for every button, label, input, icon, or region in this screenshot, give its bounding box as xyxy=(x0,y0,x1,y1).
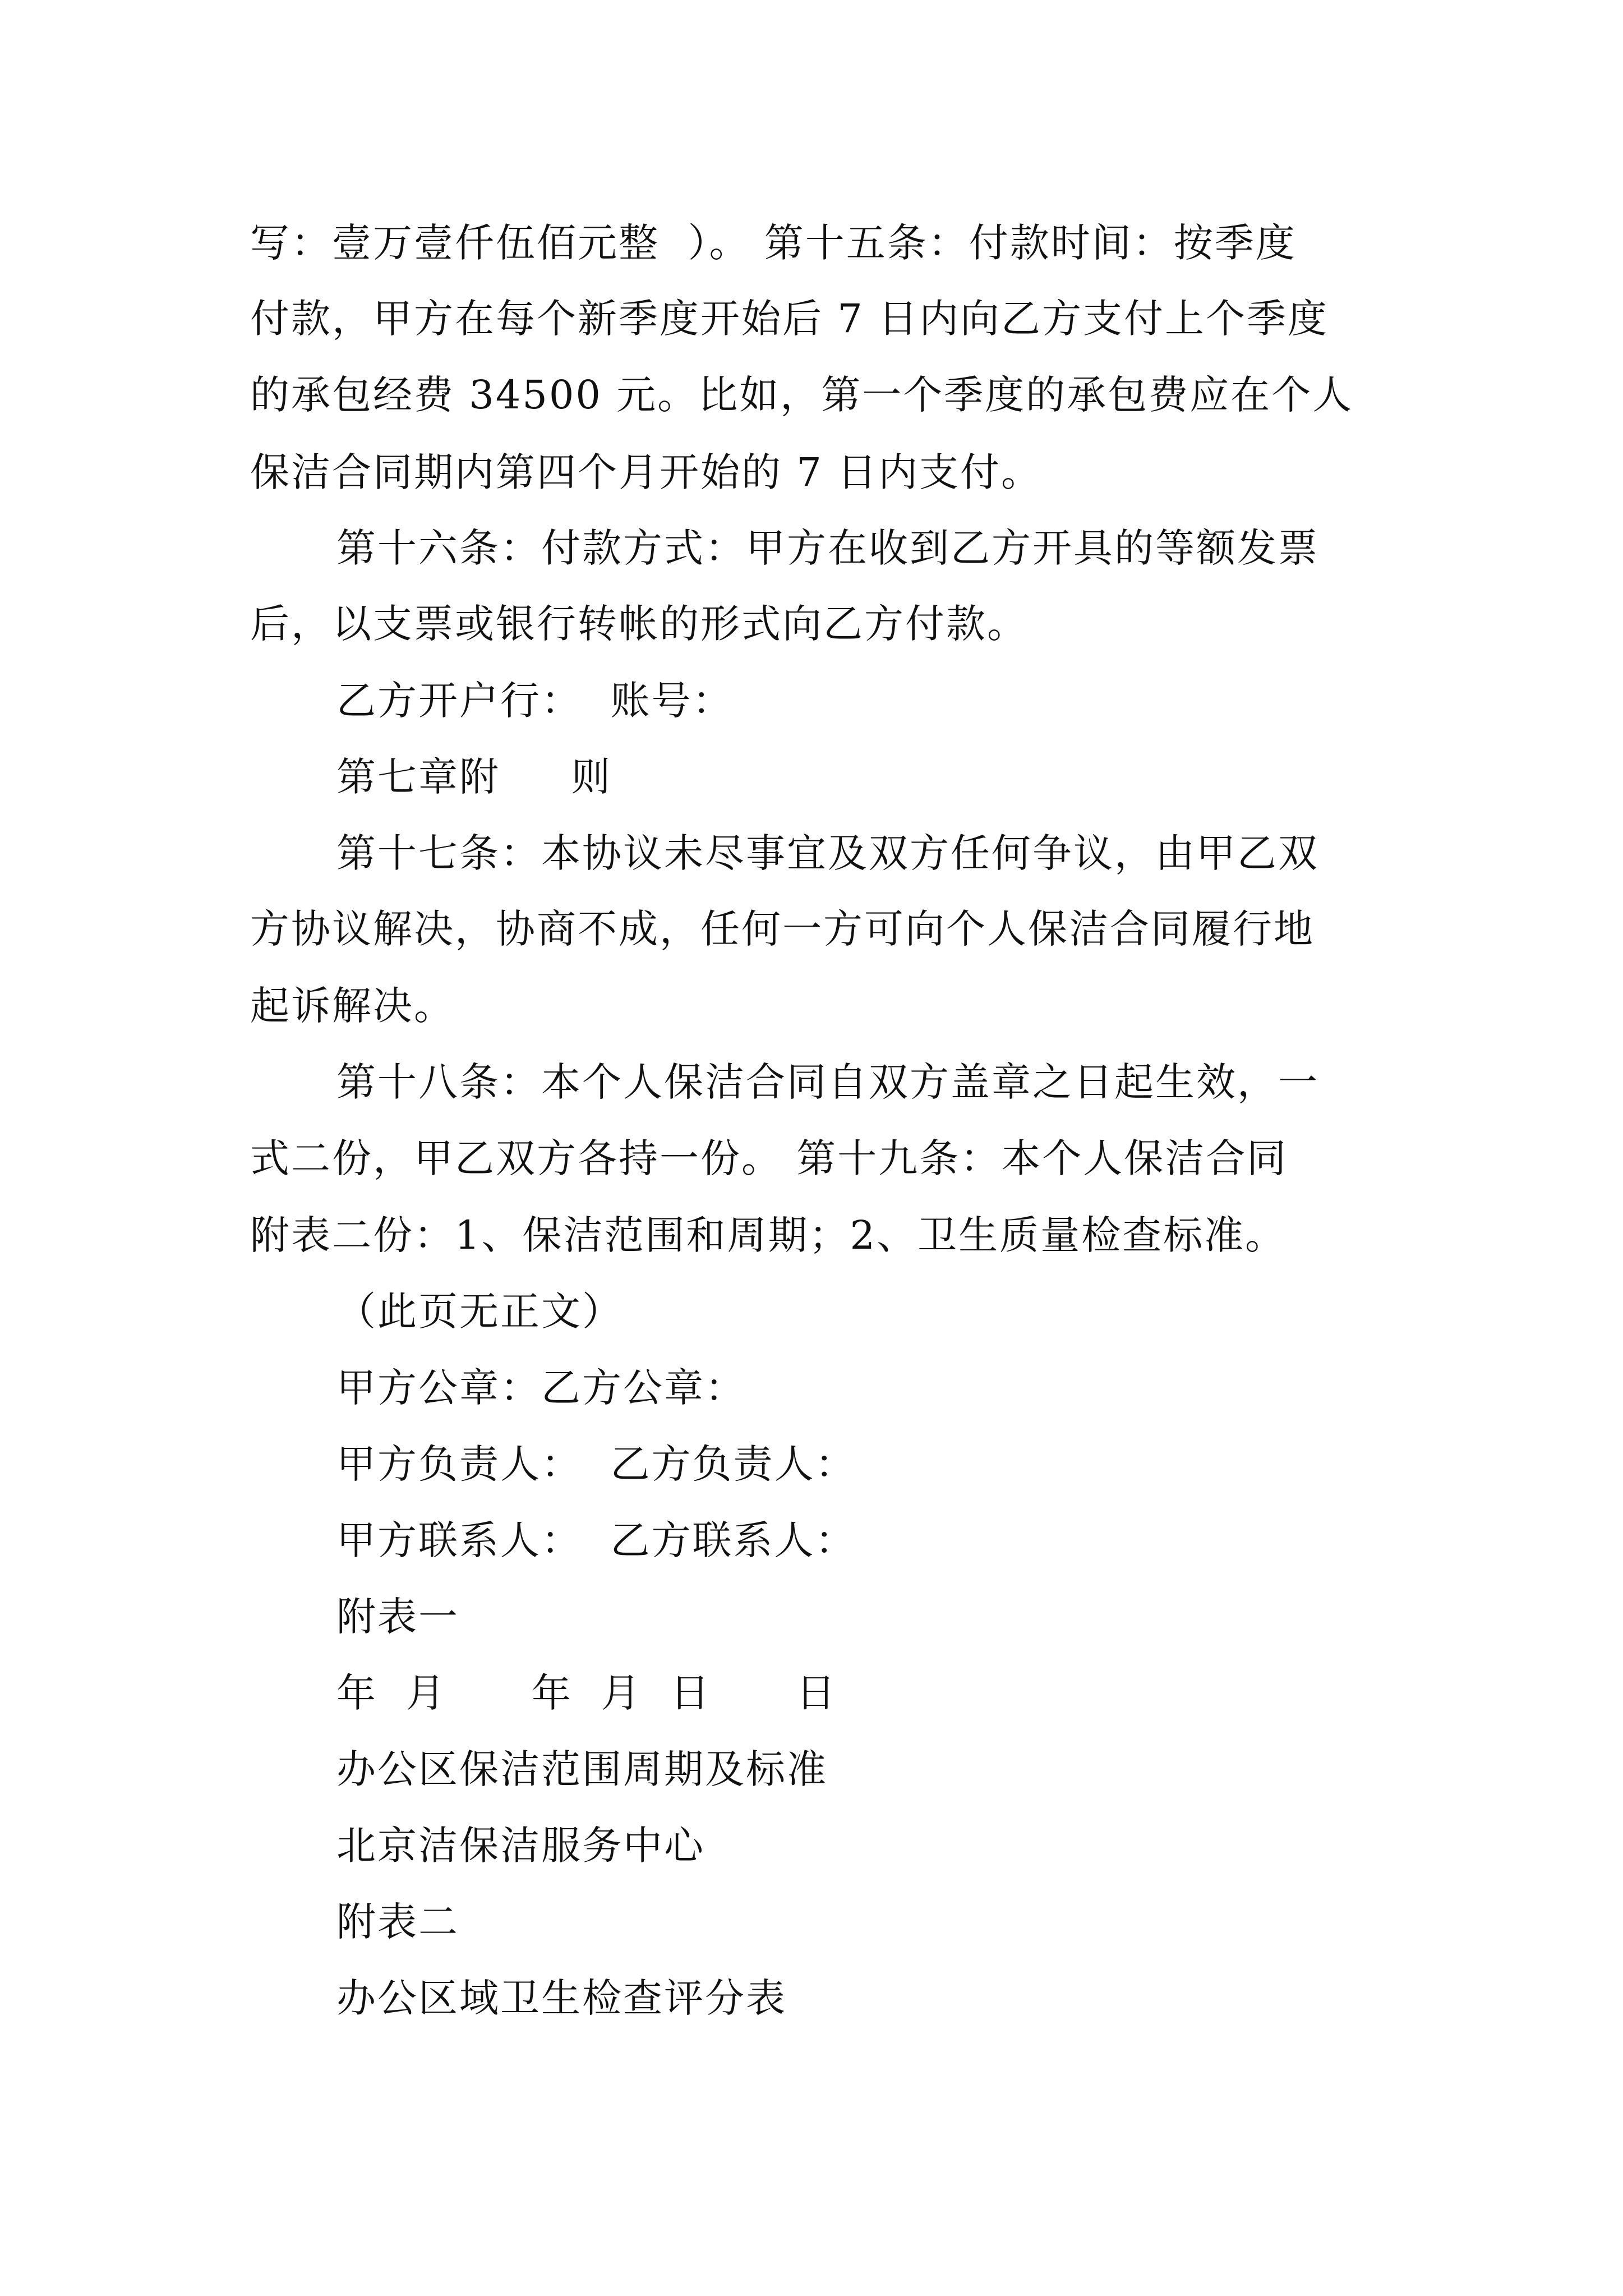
text-line-7: 乙方开户行： 账号： xyxy=(336,678,734,724)
text-line-9: 第十七条：本协议未尽事宜及双方任何争议，由甲乙双 xyxy=(336,830,1319,876)
text-line-17: 甲方负责人： 乙方负责人： xyxy=(336,1441,856,1487)
text-line-6: 后，以支票或银行转帐的形式向乙方付款。 xyxy=(250,601,1028,647)
text-line-20: 年 月 年 月 日 日 xyxy=(336,1670,837,1716)
text-line-2: 付款，甲方在每个新季度开始后 7 日内向乙方支付上个季度 xyxy=(250,296,1329,342)
text-line-10: 方协议解决，协商不成，任何一方可向个人保洁合同履行地 xyxy=(250,906,1315,952)
text-line-3: 的承包经费 34500 元。比如，第一个季度的承包费应在个人 xyxy=(250,372,1354,418)
text-line-15: （此页无正文） xyxy=(336,1289,623,1335)
text-line-21: 办公区保洁范围周期及标准 xyxy=(336,1746,828,1792)
text-line-8: 第七章附 则 xyxy=(336,754,612,800)
text-line-18: 甲方联系人： 乙方联系人： xyxy=(336,1517,856,1563)
text-line-14: 附表二份：1、保洁范围和周期；2、卫生质量检查标准。 xyxy=(250,1212,1287,1258)
text-line-4: 保洁合同期内第四个月开始的 7 日内支付。 xyxy=(250,449,1043,495)
text-line-1: 写：壹万壹仟伍佰元整 ）。 第十五条：付款时间：按季度 xyxy=(250,220,1297,266)
text-line-16: 甲方公章：乙方公章： xyxy=(336,1365,746,1411)
text-line-24: 办公区域卫生检查评分表 xyxy=(336,1975,787,2021)
text-line-12: 第十八条：本个人保洁合同自双方盖章之日起生效，一 xyxy=(336,1059,1319,1105)
text-line-5: 第十六条：付款方式：甲方在收到乙方开具的等额发票 xyxy=(336,525,1319,571)
text-line-13: 式二份，甲乙双方各持一份。 第十九条：本个人保洁合同 xyxy=(250,1135,1288,1181)
text-line-11: 起诉解决。 xyxy=(250,983,455,1029)
text-line-22: 北京洁保洁服务中心 xyxy=(336,1823,705,1869)
text-line-19: 附表一 xyxy=(336,1594,459,1640)
text-line-23: 附表二 xyxy=(336,1899,459,1945)
